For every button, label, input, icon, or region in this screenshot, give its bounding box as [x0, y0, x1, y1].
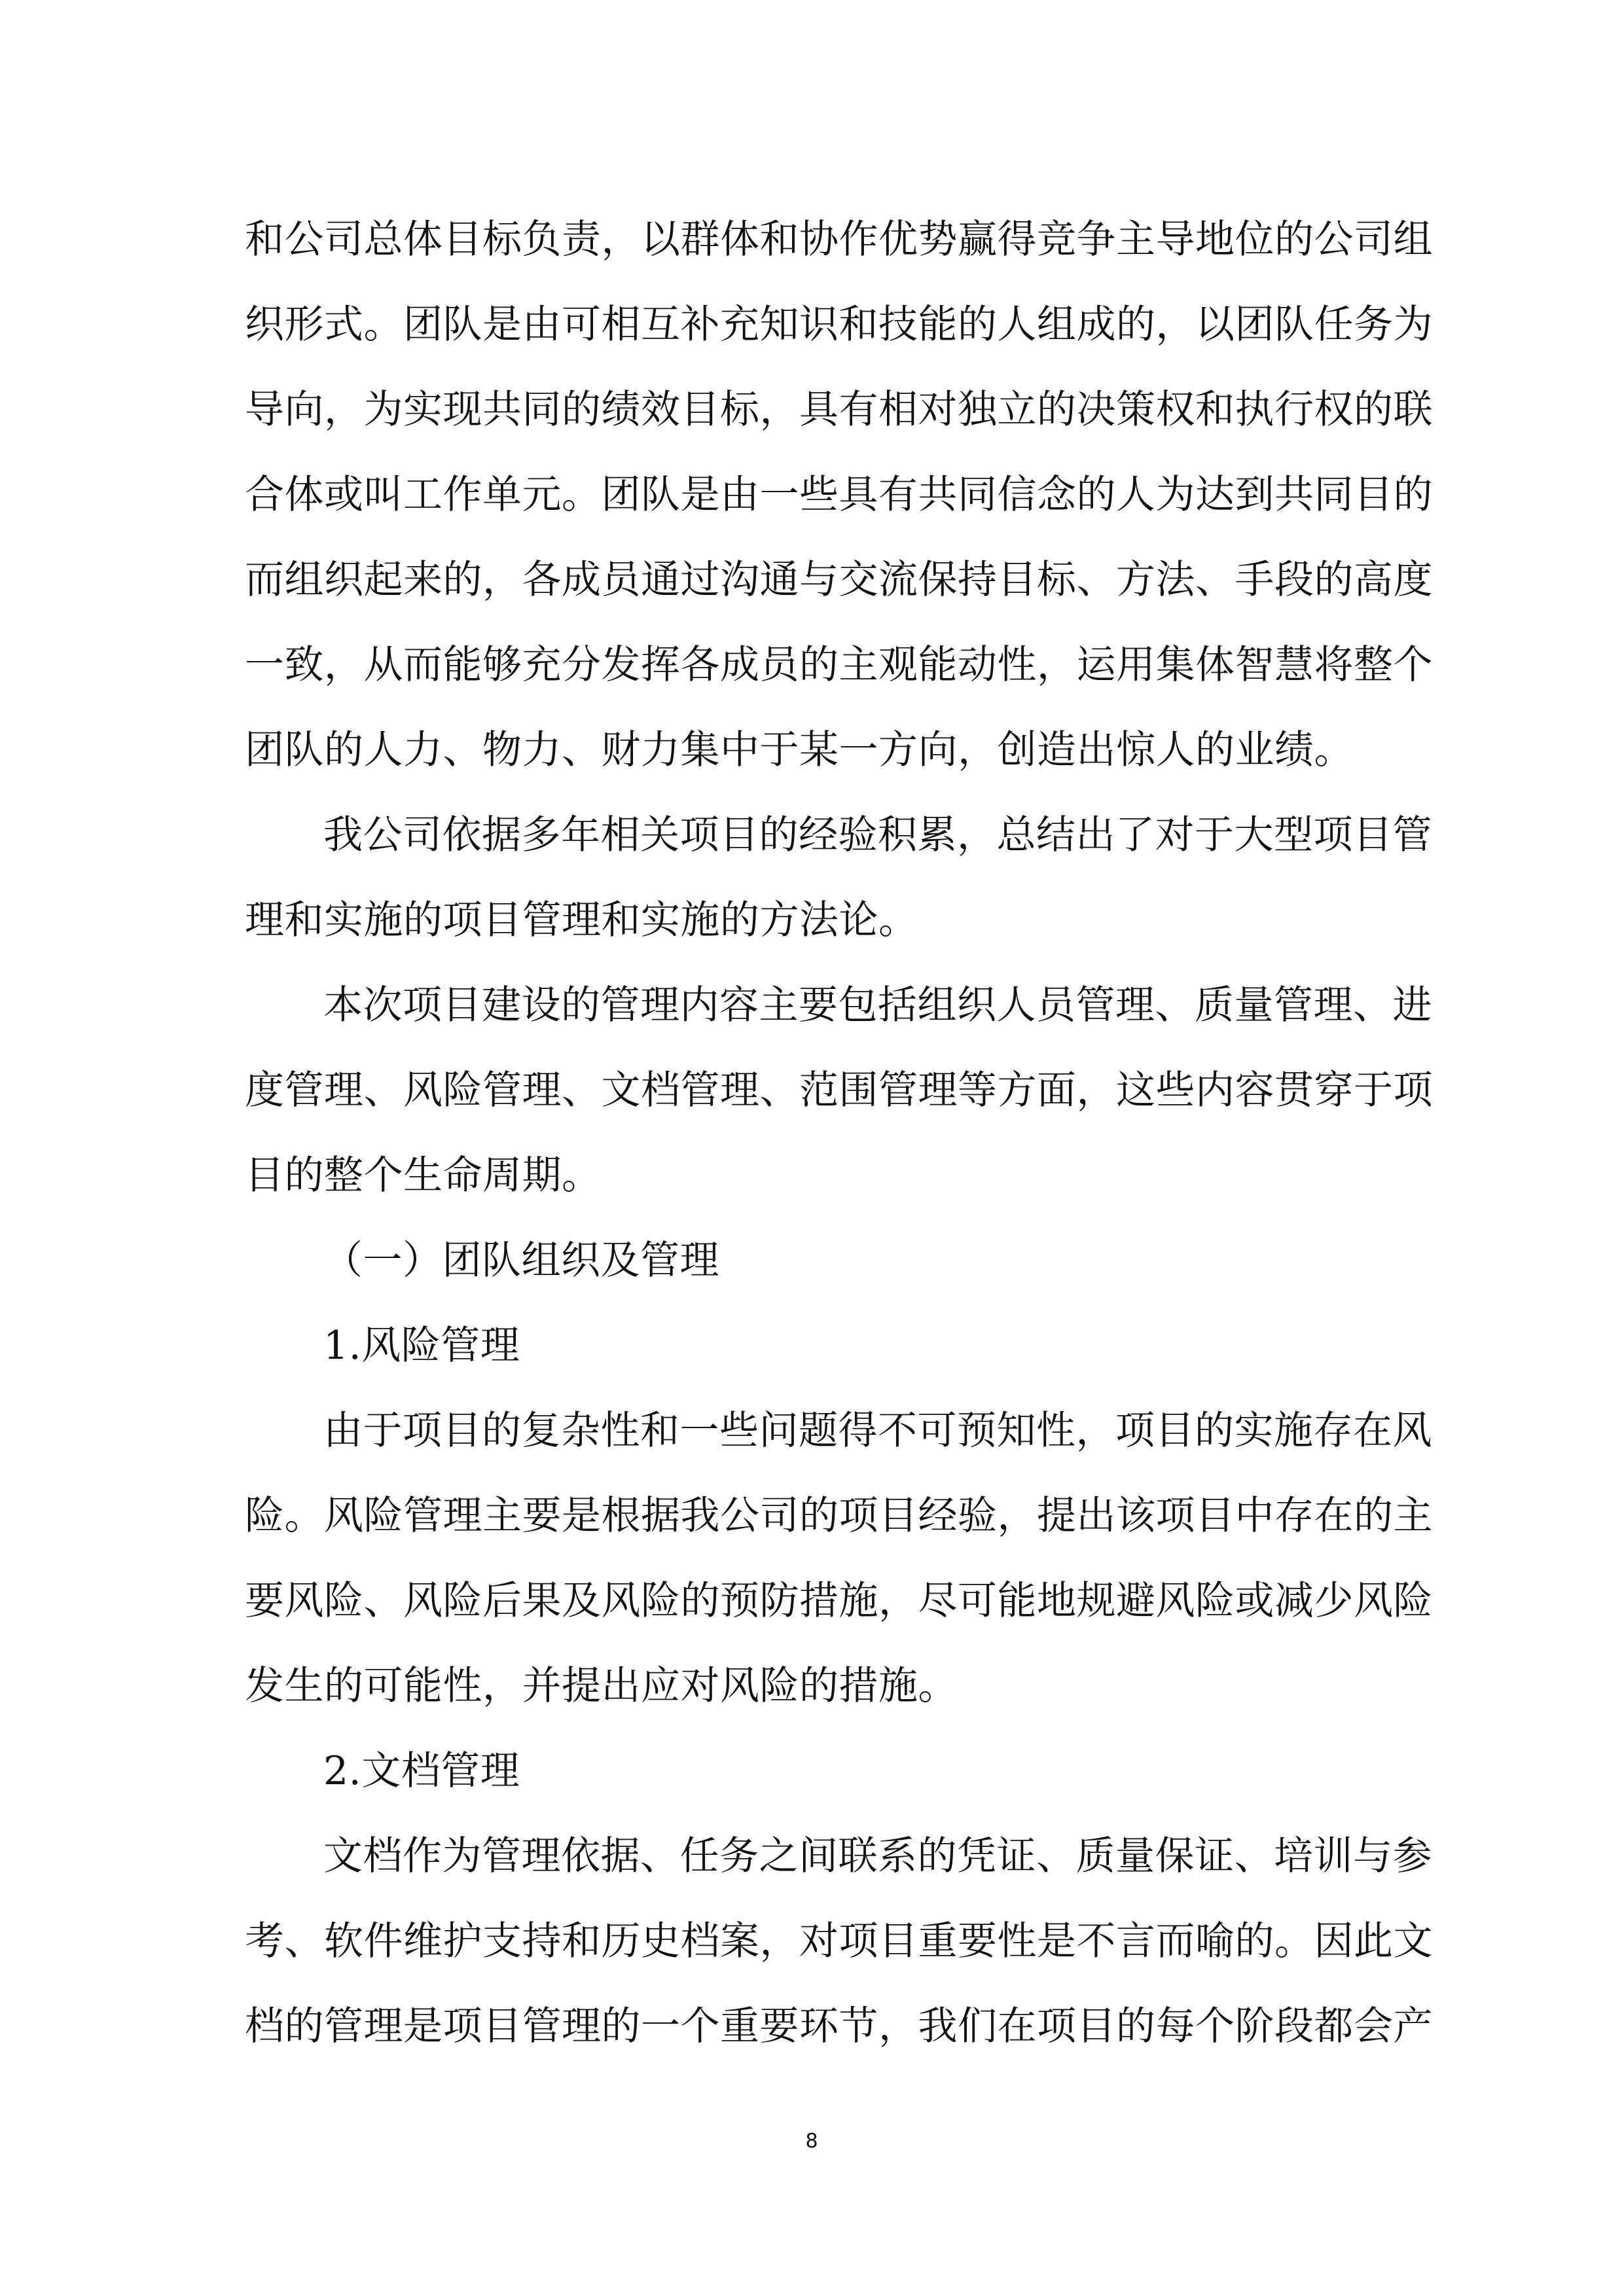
body-text-line: 目的整个生命周期。	[245, 1153, 602, 1198]
body-text-line: 发生的可能性，并提出应对风险的措施。	[245, 1663, 958, 1709]
paragraph-first-line: 本次项目建设的管理内容主要包括组织人员管理、质量管理、进	[323, 982, 1432, 1028]
paragraph-first-line: 我公司依据多年相关项目的经验积累，总结出了对于大型项目管	[323, 812, 1432, 858]
body-text-line: 合体或叫工作单元。团队是由一些具有共同信念的人为达到共同目的	[245, 472, 1433, 518]
body-text-line: 一致，从而能够充分发挥各成员的主观能动性，运用集体智慧将整个	[245, 642, 1433, 688]
body-text-line: 档的管理是项目管理的一个重要环节，我们在项目的每个阶段都会产	[245, 2003, 1433, 2049]
subsection-heading: 1.风险管理	[323, 1323, 520, 1369]
body-text-line: 考、软件维护支持和历史档案，对项目重要性是不言而喻的。因此文	[245, 1918, 1433, 1964]
body-text-line: 而组织起来的，各成员通过沟通与交流保持目标、方法、手段的高度	[245, 557, 1433, 603]
body-text-line: 织形式。团队是由可相互补充知识和技能的人组成的，以团队任务为	[245, 302, 1433, 348]
paragraph-first-line: 文档作为管理依据、任务之间联系的凭证、质量保证、培训与参	[323, 1833, 1432, 1879]
body-text-line: 导向，为实现共同的绩效目标，具有相对独立的决策权和执行权的联	[245, 387, 1433, 433]
section-heading: （一）团队组织及管理	[323, 1238, 719, 1283]
subsection-heading: 2.文档管理	[323, 1748, 520, 1794]
body-text-line: 险。风险管理主要是根据我公司的项目经验，提出该项目中存在的主	[245, 1493, 1433, 1539]
body-text-line: 理和实施的项目管理和实施的方法论。	[245, 897, 918, 943]
page-number: 8	[805, 2130, 818, 2153]
paragraph-first-line: 由于项目的复杂性和一些问题得不可预知性，项目的实施存在风	[323, 1408, 1432, 1454]
body-text-line: 和公司总体目标负责，以群体和协作优势赢得竞争主导地位的公司组	[245, 217, 1433, 262]
body-text-line: 度管理、风险管理、文档管理、范围管理等方面，这些内容贯穿于项	[245, 1067, 1433, 1113]
body-text-line: 要风险、风险后果及风险的预防措施，尽可能地规避风险或减少风险	[245, 1578, 1433, 1624]
body-text-line: 团队的人力、物力、财力集中于某一方向，创造出惊人的业绩。	[245, 727, 1354, 773]
